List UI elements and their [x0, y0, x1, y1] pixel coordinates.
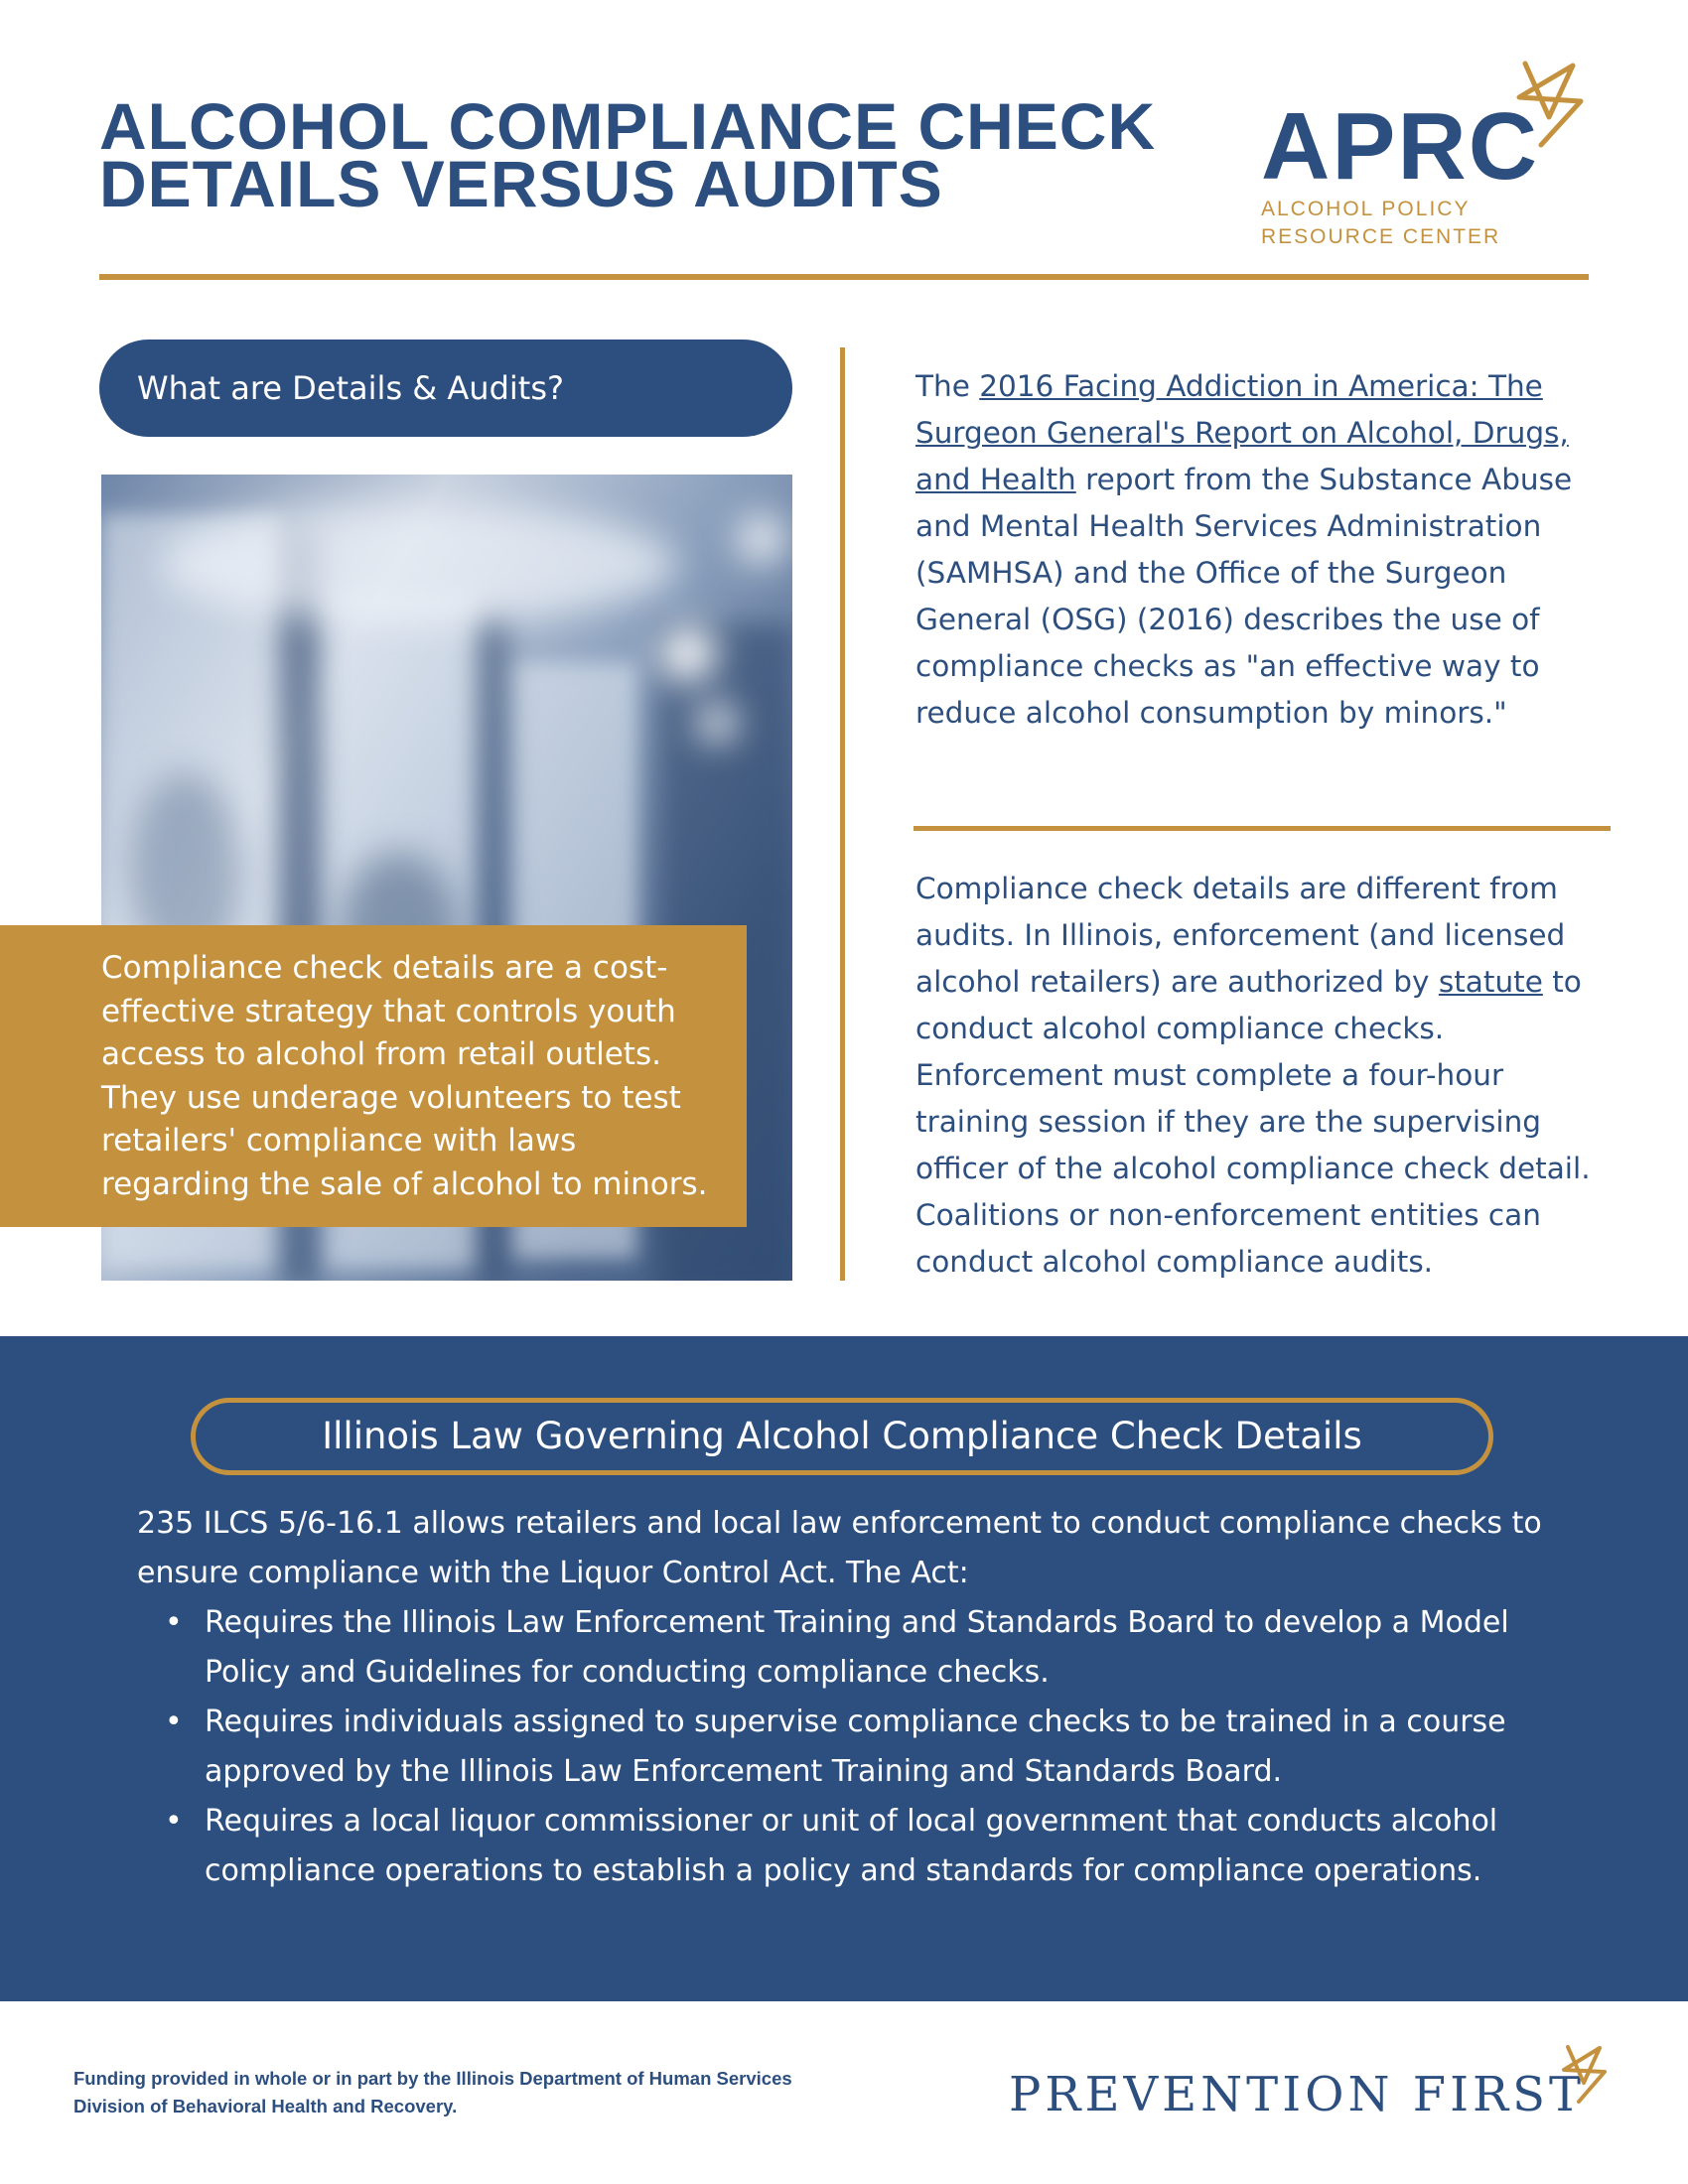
prevention-first-logo: PREVENTION FIRST	[1009, 2067, 1586, 2122]
law-section-heading: Illinois Law Governing Alcohol Compliance Check Details	[191, 1398, 1493, 1475]
page-title-line-2: DETAILS VERSUS AUDITS	[99, 147, 943, 220]
law-section-body	[137, 1499, 1587, 1896]
callout-box	[0, 925, 747, 1227]
funding-line: Funding provided in whole or in part by the Illinois Department of Human Services	[73, 2068, 792, 2089]
funding-line: Division of Behavioral Health and Recovery.	[73, 2096, 458, 2116]
callout-line: regarding the sale of alcohol to minors.	[101, 1165, 708, 1202]
details-vs-audits-paragraph	[915, 866, 1611, 1286]
callout-line: effective strategy that controls youth	[101, 993, 676, 1029]
funding-note	[73, 2065, 792, 2120]
logo-subtitle-line-2: RESOURCE CENTER	[1261, 225, 1501, 248]
star-icon	[1559, 2043, 1609, 2107]
para1-intro: The	[915, 369, 980, 403]
law-bullet: • Requires a local liquor commissioner or unit of local government that conducts alcohol compliance operations to establish a policy and standards for compliance operations.	[205, 1797, 1587, 1896]
para1-body: report from the Substance Abuse and Mental Health Services Administration (SAMHSA) and the Office of the Surgeon General (OSG) (2016) describes the use of compliance checks as "an effective way to reduce alcohol consumption by minors."	[915, 463, 1573, 730]
aprc-logo-text: APRC	[1261, 93, 1540, 200]
section-pill-heading: What are Details & Audits?	[99, 340, 792, 437]
callout-line: Compliance check details are a cost-	[101, 950, 668, 986]
law-bullet: • Requires the Illinois Law Enforcement Training and Standards Board to develop a Model Policy and Guidelines for conducting compliance checks.	[205, 1598, 1587, 1698]
law-bullet: • Requires individuals assigned to supervise compliance checks to be trained in a course approved by the Illinois Law Enforcement Training and Standards Board.	[205, 1698, 1587, 1797]
callout-line: They use underage volunteers to test	[101, 1079, 681, 1116]
callout-line: access to alcohol from retail outlets.	[101, 1036, 661, 1072]
logo-subtitle-line-1: ALCOHOL POLICY	[1261, 198, 1471, 220]
star-icon	[1511, 58, 1587, 153]
surgeon-general-report-link[interactable]: 2016 Facing Addiction in America: The Surgeon General's Report on Alcohol, Drugs, and Health	[915, 369, 1569, 496]
header-divider	[99, 274, 1589, 280]
column-divider	[840, 347, 845, 1281]
statute-link[interactable]: statute	[1438, 965, 1543, 999]
callout-line: retailers' compliance with laws	[101, 1123, 577, 1159]
right-column-divider	[914, 826, 1611, 831]
page-title-line-1: ALCOHOL COMPLIANCE CHECK	[99, 89, 1157, 163]
para2-body-end: to conduct alcohol compliance checks. Enforcement must complete a four-hour training session if they are the supervising officer of the alcohol compliance check detail. Coalitions or non-enforcement entities can conduct alcohol compliance audits.	[915, 965, 1591, 1279]
law-intro: 235 ILCS 5/6-16.1 allows retailers and local law enforcement to conduct compliance checks to ensure compliance with the Liquor Control Act. The Act:	[137, 1506, 1542, 1590]
para2-body: Compliance check details are different from audits. In Illinois, enforcement (and licensed alcohol retailers) are authorized by	[915, 872, 1566, 999]
surgeon-general-paragraph	[915, 363, 1611, 737]
law-bullet-list	[137, 1598, 1587, 1896]
